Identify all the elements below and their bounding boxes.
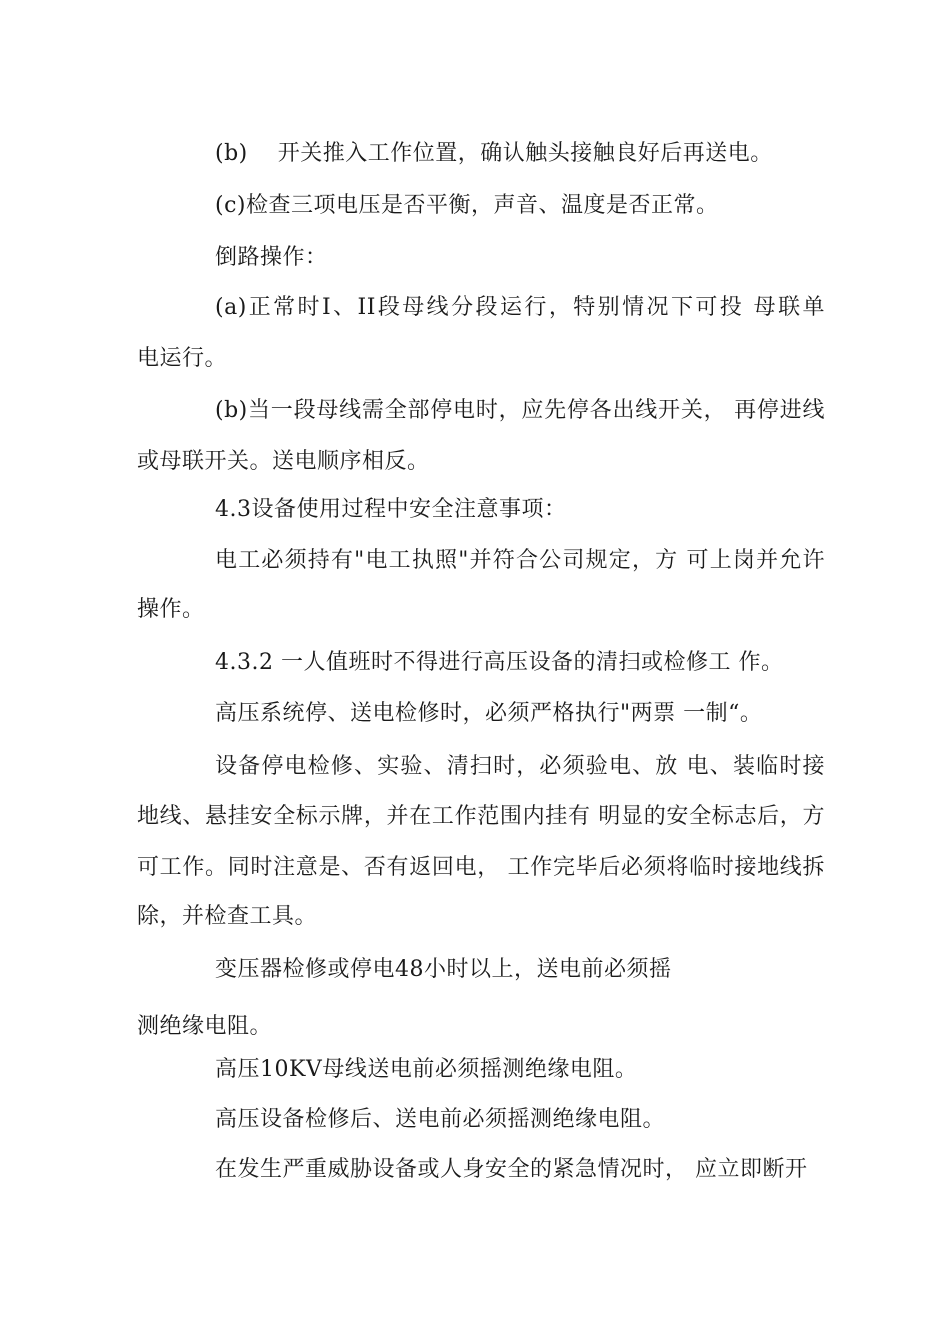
paragraph-line: 设备停电检修、实验、清扫时，必须验电、放 电、装临时接	[215, 754, 825, 779]
paragraph-line: 操作。	[137, 597, 205, 622]
paragraph-line: 可工作。同时注意是、否有返回电， 工作完毕后必须将临时接地线拆	[137, 855, 825, 880]
section-heading: 4.3设备使用过程中安全注意事项：	[215, 497, 567, 522]
paragraph-line: 测绝缘电阻。	[137, 1014, 273, 1039]
paragraph-line: (a)正常时Ⅰ、II段母线分段运行，特别情况下可投 母联单	[215, 295, 825, 320]
paragraph-line: 在发生严重威胁设备或人身安全的紧急情况时， 应立即断开	[215, 1157, 808, 1182]
paragraph-line: 地线、悬挂安全标示牌，并在工作范围内挂有 明显的安全标志后，方	[137, 804, 825, 829]
paragraph-line: 除，并检查工具。	[137, 904, 318, 929]
paragraph-line: 电工必须持有"电工执照"并符合公司规定，方 可上岗并允许	[215, 548, 825, 573]
paragraph-line: (b)当一段母线需全部停电时，应先停各出线开关， 再停进线	[215, 398, 825, 423]
paragraph-line: (b) 开关推入工作位置，确认触头接触良好后再送电。	[215, 141, 773, 166]
paragraph-line: 高压10KV母线送电前必须摇测绝缘电阻。	[215, 1057, 638, 1082]
paragraph-line: (c)检查三项电压是否平衡，声音、温度是否正常。	[215, 193, 719, 218]
paragraph-line: 高压设备检修后、送电前必须摇测绝缘电阻。	[215, 1107, 666, 1132]
paragraph-line: 电运行。	[137, 346, 228, 371]
paragraph-line: 或母联开关。送电顺序相反。	[137, 449, 430, 474]
paragraph-line: 高压系统停、送电检修时，必须严格执行"两票 一制“。	[215, 701, 763, 726]
paragraph-line: 变压器检修或停电48小时以上，送电前必须摇	[215, 957, 672, 982]
section-heading: 倒路操作：	[215, 245, 328, 270]
paragraph-line: 4.3.2 一人值班时不得进行高压设备的清扫或检修工 作。	[215, 650, 784, 675]
